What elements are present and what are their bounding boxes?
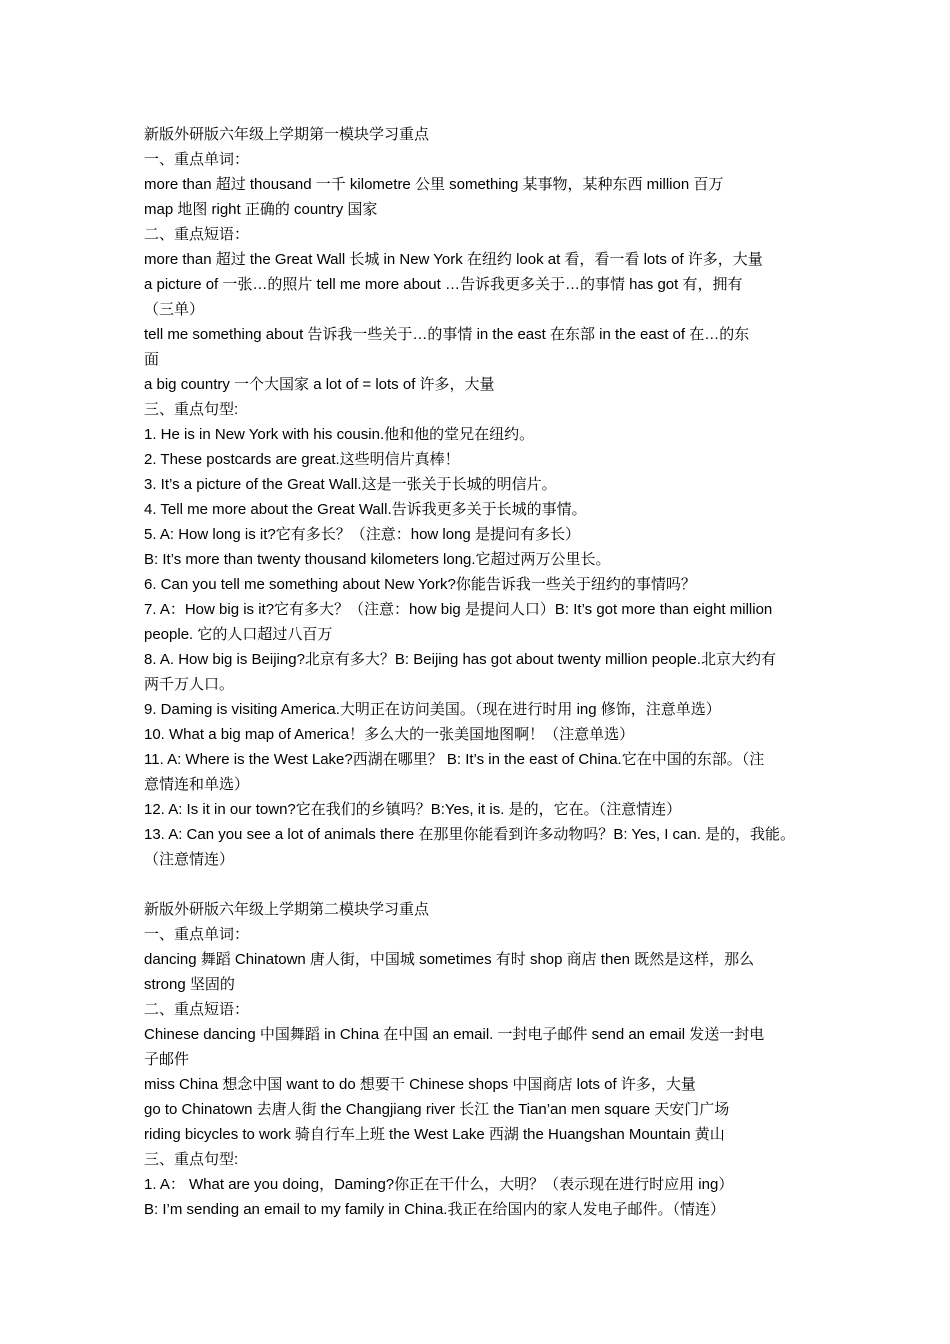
- text-line: go to Chinatown 去唐人街 the Changjiang river 长江 the Tian’an men square 天安门广场: [144, 1101, 730, 1118]
- text-line: riding bicycles to work 骑自行车上班 the West Lake 西湖 the Huangshan Mountain 黄山: [144, 1126, 725, 1143]
- text-line: tell me something about 告诉我一些关于…的事情 in the east 在东部 in the east of 在…的东: [144, 326, 750, 343]
- section-heading-phrases: 二、重点短语：: [144, 226, 250, 243]
- text-line: a picture of 一张…的照片 tell me more about …告诉我更多关于…的事情 has got 有，拥有: [144, 276, 743, 293]
- text-line: 面: [144, 351, 160, 368]
- sentence-line: people. 它的人口超过八百万: [144, 626, 333, 643]
- sentence-line: （注意情连）: [144, 851, 235, 868]
- module2-title: 新版外研版六年级上学期第二模块学习重点: [144, 901, 430, 918]
- text-line: map 地图 right 正确的 country 国家: [144, 201, 378, 218]
- module1-title: 新版外研版六年级上学期第一模块学习重点: [144, 126, 430, 143]
- section-heading-sentences: 三、重点句型:: [144, 401, 239, 418]
- sentence-line: 1. A： What are you doing，Daming?你正在干什么，大明？（表示现在进行时应用 ing）: [144, 1176, 734, 1193]
- sentence-line: 6. Can you tell me something about New York?你能告诉我一些关于纽约的事情吗？: [144, 576, 696, 593]
- sentence-line: 2. These postcards are great.这些明信片真棒！: [144, 451, 460, 468]
- text-line: miss China 想念中国 want to do 想要干 Chinese shops 中国商店 lots of 许多，大量: [144, 1076, 696, 1093]
- text-line: （三单）: [144, 301, 205, 318]
- sentence-line: 1. He is in New York with his cousin.他和他的堂兄在纽约。: [144, 426, 535, 443]
- sentence-line: 5. A: How long is it?它有多长？（注意：how long 是提问有多长）: [144, 526, 580, 543]
- blank-line: [144, 872, 824, 897]
- sentence-line: 13. A: Can you see a lot of animals there 在那里你能看到许多动物吗？B: Yes, I can. 是的，我能。: [144, 826, 796, 843]
- section-heading-words: 一、重点单词：: [144, 926, 250, 943]
- text-line: Chinese dancing 中国舞蹈 in China 在中国 an email. 一封电子邮件 send an email 发送一封电: [144, 1026, 765, 1043]
- text-line: more than 超过 thousand 一千 kilometre 公里 something 某事物，某种东西 million 百万: [144, 176, 724, 193]
- text-line: strong 坚固的: [144, 976, 235, 993]
- sentence-line: B: I’m sending an email to my family in China.我正在给国内的家人发电子邮件。（情连）: [144, 1201, 725, 1218]
- sentence-line: 12. A: Is it in our town?它在我们的乡镇吗？B:Yes, it is. 是的，它在。（注意情连）: [144, 801, 682, 818]
- sentence-line: 4. Tell me more about the Great Wall.告诉我更多关于长城的事情。: [144, 501, 587, 518]
- sentence-line: 7. A：How big is it?它有多大？（注意：how big 是提问人口）B: It’s got more than eight million: [144, 601, 773, 618]
- document-page: [144, 122, 824, 1222]
- sentence-line: 8. A. How big is Beijing?北京有多大？B: Beijing has got about twenty million people.北京大约有: [144, 651, 776, 668]
- sentence-line: 9. Daming is visiting America.大明正在访问美国。（现在进行时用 ing 修饰，注意单选）: [144, 701, 721, 718]
- section-heading-sentences: 三、重点句型:: [144, 1151, 239, 1168]
- text-line: dancing 舞蹈 Chinatown 唐人街，中国城 sometimes 有时 shop 商店 then 既然是这样，那么: [144, 951, 755, 968]
- section-heading-phrases: 二、重点短语：: [144, 1001, 250, 1018]
- text-line: more than 超过 the Great Wall 长城 in New York 在纽约 look at 看，看一看 lots of 许多，大量: [144, 251, 763, 268]
- section-heading-words: 一、重点单词：: [144, 151, 250, 168]
- sentence-line: 10. What a big map of America！多么大的一张美国地图啊！（注意单选）: [144, 726, 635, 743]
- text-line: a big country 一个大国家 a lot of = lots of 许多，大量: [144, 376, 495, 393]
- sentence-line: B: It’s more than twenty thousand kilometers long.它超过两万公里长。: [144, 551, 611, 568]
- sentence-line: 11. A: Where is the West Lake?西湖在哪里？ B: It’s in the east of China.它在中国的东部。（注: [144, 751, 765, 768]
- text-line: 子邮件: [144, 1051, 190, 1068]
- sentence-line: 3. It’s a picture of the Great Wall.这是一张关于长城的明信片。: [144, 476, 557, 493]
- sentence-line: 意情连和单选）: [144, 776, 250, 793]
- sentence-line: 两千万人口。: [144, 676, 235, 693]
